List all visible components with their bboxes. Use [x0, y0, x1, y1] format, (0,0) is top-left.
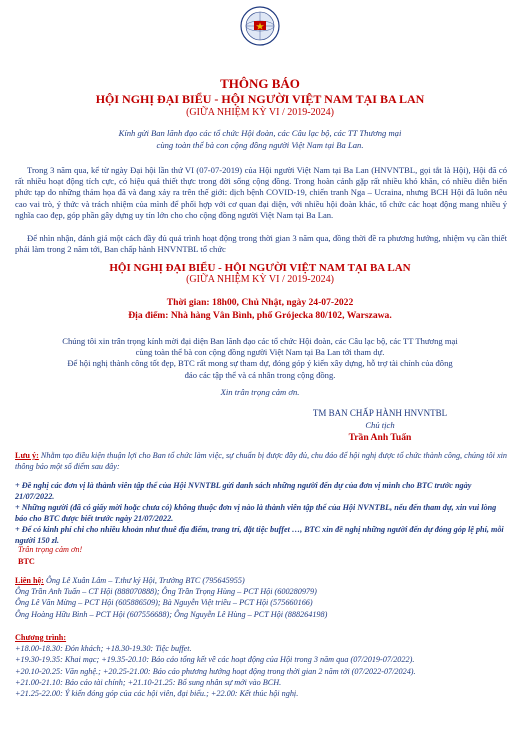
thanks-line: Xin trân trọng cảm ơn. — [220, 387, 300, 397]
association-emblem-icon — [240, 6, 280, 46]
note-list — [15, 480, 507, 546]
program-block — [15, 632, 507, 699]
invitation-line: đảo các tập thể và cá nhân trong cộng đồng. — [184, 369, 336, 380]
program-line: +18.00-18.30: Đón khách; +18.30-19.30: Tiệc buffet. — [15, 644, 192, 654]
note-text: Nhằm tạo điều kiện thuận lợi cho Ban tổ chức làm việc, sự chuẩn bị được đầy đủ, chu đáo để hội nghị được tổ chức thành công, chúng tôi xin thông báo một số điểm sau đây: — [15, 451, 508, 471]
note-thanks: Trân trọng cảm ơn! — [18, 545, 83, 554]
contact-text: Ông Lê Xuân Lâm – T.thư ký Hội, Trưởng BTC (795645955) — [43, 576, 245, 585]
salutation — [0, 127, 520, 151]
program-label: Chương trình: — [15, 633, 67, 642]
event-location: Địa điểm: Nhà hàng Vân Bình, phố Grójecka 80/102, Warszawa. — [128, 310, 392, 321]
note-item: + Những người (đã có giấy mời hoặc chưa có) không thuộc đơn vị nào là thành viên tập thể của Hội NVNTBL, nếu đến tham dự, xin vui lòng báo cho BTC được biết trước ngày 21/07/2022. — [15, 503, 497, 523]
term-subtitle: (GIỮA NHIỆM KỲ VI / 2019-2024) — [186, 107, 334, 118]
salutation-line: cùng toàn thể bà con cộng đồng người Việt Nam tại Ba Lan. — [156, 140, 364, 150]
note-paragraph — [15, 450, 507, 472]
program-line: +20.10-20.25: Văn nghệ.; +20.25-21.00: Báo cáo phương hướng hoạt động trong thời gian 2 năm tới (07/2022-07/2024). — [15, 666, 416, 676]
conference-title: HỘI NGHỊ ĐẠI BIỂU - HỘI NGƯỜI VIỆT NAM TẠI BA LAN — [95, 92, 425, 106]
invitation-line: Chúng tôi xin trân trọng kính mời đại diện Ban lãnh đạo các tổ chức Hội đoàn, các Câu lạc bộ, các TT Thương mại — [62, 336, 458, 346]
body-paragraph: Trong 3 năm qua, kể từ ngày Đại hội lần thứ VI (07-07-2019) của Hội người Việt Nam tại Ba Lan (HNVNTBL, gọi tắt là Hội), Hội đã có rất nhiều hoạt động tích cực, có hiệu quả thiết thực trong đời sống cộng đồng. Trong hoàn cảnh gặp rất nhiều khó khăn, có nhiều diễn biến phức tạp do những thảm họa đã và đang xảy ra trên thế giới: dịch bệnh COVID-19, chiến tranh Nga – Ucraina, nhưng BCH Hội đã luôn nêu cao vai trò, ý thức và trách nhiệm của mình để phối hợp với cơ quan đại diện, với nhiều hội đoàn khác, tổ chức các hoạt động mang nhiều ý nghĩa cao đẹp, góp phần gây dựng uy tín lớn cho cho cộng đồng người Việt Nam tại Ba Lan. — [15, 165, 507, 220]
invitation-line: cùng toàn thể bà con cộng đồng người Việt Nam tại Ba Lan tới tham dự. — [135, 347, 385, 358]
note-btc: BTC — [18, 557, 35, 566]
contacts-block — [15, 575, 507, 620]
note-item: + Để có kinh phí chi cho nhiều khoản như thuê địa điểm, trang trí, đặt tiệc buffet …, BTC xin đề nghị những người đến dự đóng góp lệ phí, mỗi người 150 zl. — [15, 525, 504, 545]
event-time: Thời gian: 18h00, Chủ Nhật, ngày 24-07-2022 — [166, 297, 354, 308]
invitation — [30, 336, 490, 381]
program-line: +21.25-22.00: Ý kiến đóng góp của các hội viên, đại biểu.; +22.00: Kết thúc hội nghị. — [15, 689, 299, 699]
contact-line: Ông Trần Anh Tuấn – CT Hội (888070888); Ông Trần Trọng Hùng – PCT Hội (600280979) — [15, 587, 317, 597]
notice-title: THÔNG BÁO — [220, 76, 300, 91]
program-line: +19.30-19.35: Khai mạc; +19.35-20.10: Báo cáo tổng kết về các hoạt động của Hội trong 3 năm qua (07/2019-07/2022). — [15, 655, 415, 665]
signature-org: TM BAN CHẤP HÀNH HNVNTBL — [312, 408, 448, 418]
invitation-line: Để hội nghị thành công tốt đẹp, BTC rất mong sự tham dự, đóng góp ý kiến xây dựng, hỗ trợ tài chính của đông — [67, 358, 453, 369]
program-line: +21.00-21.10: Báo cáo tài chính; +21.10-21.25: Bổ sung nhân sự mới vào BCH. — [15, 677, 282, 687]
salutation-line: Kính gửi Ban lãnh đạo các tổ chức Hội đoàn, các Câu lạc bộ, các TT Thương mại — [118, 128, 402, 138]
body-paragraph: Để nhìn nhận, đánh giá một cách đầy đủ quá trình hoạt động trong thời gian 3 năm qua, đồng thời đề ra phương hướng, nhiệm vụ cần thiết phải làm trong 2 năm tới, Ban chấp hành HNVNTBL tổ chức — [15, 233, 507, 255]
conference-title-repeat: HỘI NGHỊ ĐẠI BIỂU - HỘI NGƯỜI VIỆT NAM TẠI BA LAN — [109, 262, 411, 274]
note-item: + Đề nghị các đơn vị là thành viên tập thể của Hội NVNTBL gửi danh sách những người đến dự của đơn vị mình cho BTC trước ngày 21/07/2022. — [15, 481, 472, 501]
contact-line: Ông Lê Văn Mừng – PCT Hội (605886509); Bà Nguyễn Việt triều – PCT Hội (575660166) — [15, 598, 313, 608]
note-label: Lưu ý: — [15, 451, 39, 460]
signature-role: Chủ tịch — [365, 420, 395, 430]
contact-line — [15, 575, 507, 586]
signature-name: Trần Anh Tuấn — [348, 432, 412, 443]
contacts-label: Liên hệ: — [15, 576, 44, 585]
contact-line: Ông Hoàng Hữu Bình – PCT Hội (607556688); Ông Nguyễn Lê Hùng – PCT Hội (888264198) — [15, 609, 328, 619]
term-subtitle-repeat: (GIỮA NHIỆM KỲ VI / 2019-2024) — [186, 274, 334, 285]
